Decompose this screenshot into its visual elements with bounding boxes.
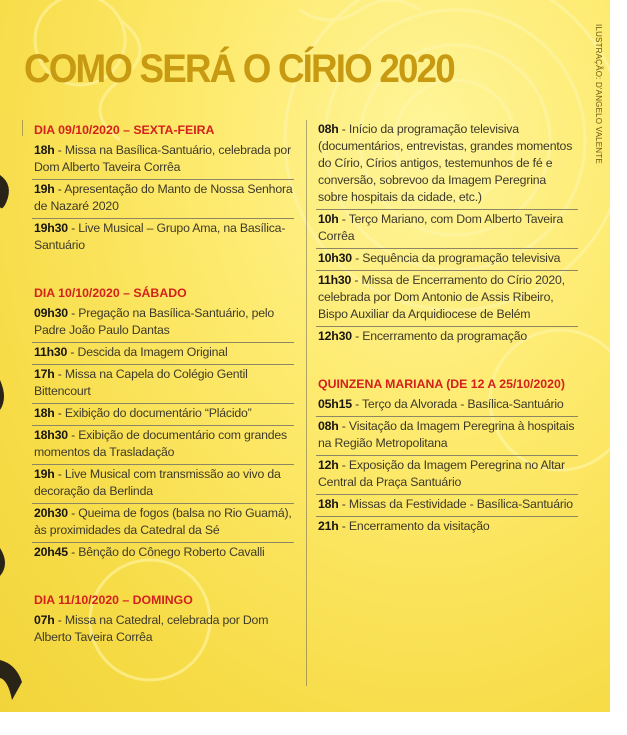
event-time: 12h <box>318 458 339 472</box>
event-text: Pregação na Basílica-Santuário, pelo Padre João Paulo Dantas <box>34 306 275 337</box>
schedule-item: 09h30 - Pregação na Basílica-Santuário, pelo Padre João Paulo Dantas <box>32 304 294 343</box>
event-text: Missas da Festividade - Basílica-Santuário <box>348 497 573 511</box>
event-text: Live Musical com transmissão ao vivo da decoração da Berlinda <box>34 467 281 498</box>
schedule-item: 18h30 - Exibição de documentário com grandes momentos da Trasladação <box>32 426 294 465</box>
event-time: 12h30 <box>318 329 352 343</box>
schedule-item: 05h15 - Terço da Alvorada - Basílica-Santuário <box>316 395 578 417</box>
event-time: 19h <box>34 182 55 196</box>
schedule-item: 11h30 - Missa de Encerramento do Círio 2020, celebrada por Dom Antonio de Assis Ribeiro, Bispo Auxiliar da Arquidiocese de Belém <box>316 271 578 327</box>
event-time: 17h <box>34 367 55 381</box>
page-title: COMO SERÁ O CÍRIO 2020 <box>24 47 454 91</box>
event-text: Exibição do documentário “Plácido” <box>64 406 252 420</box>
schedule-item: 18h - Exibição do documentário “Plácido” <box>32 404 294 426</box>
column-marker <box>22 120 23 136</box>
event-text: Queima de fogos (balsa no Rio Guamá), às proximidades da Catedral da Sé <box>34 506 292 537</box>
event-text: Exposição da Imagem Peregrina no Altar Central da Praça Santuário <box>318 458 565 489</box>
schedule-item: 18h - Missa na Basílica-Santuário, celebrada por Dom Alberto Taveira Corrêa <box>32 141 294 180</box>
event-time: 20h30 <box>34 506 68 520</box>
schedule-item: 12h - Exposição da Imagem Peregrina no Altar Central da Praça Santuário <box>316 456 578 495</box>
schedule-item: 20h45 - Bênção do Cônego Roberto Cavalli <box>34 545 265 559</box>
event-time: 18h <box>34 143 55 157</box>
schedule-item: 08h - Visitação da Imagem Peregrina à hospitais na Região Metropolitana <box>316 417 578 456</box>
event-time: 18h <box>318 497 339 511</box>
section-heading: DIA 11/10/2020 – DOMINGO <box>34 593 193 607</box>
event-text: Live Musical – Grupo Ama, na Basílica-Santuário <box>34 221 286 252</box>
event-time: 10h <box>318 212 339 226</box>
event-text: Encerramento da visitação <box>348 519 490 533</box>
event-time: 19h <box>34 467 55 481</box>
event-time: 07h <box>34 613 55 627</box>
event-time: 21h <box>318 519 339 533</box>
credit-text: ILUSTRAÇÃO: D'ANGELO VALENTE <box>594 24 603 164</box>
event-text: Missa na Catedral, celebrada por Dom Alberto Taveira Corrêa <box>34 613 269 644</box>
section-heading: QUINZENA MARIANA (DE 12 A 25/10/2020) <box>318 377 565 391</box>
schedule-item: 08h - Início da programação televisiva (documentários, entrevistas, grandes momentos do Círio, Círios antigos, testemunhos de fé e conversão, sobrevoo da Imagem Peregrina sobre hospitais da cidade, etc.) <box>316 120 578 210</box>
schedule-item: 07h - Missa na Catedral, celebrada por Dom Alberto Taveira Corrêa <box>34 613 269 644</box>
event-text: Descida da Imagem Original <box>77 345 228 359</box>
event-text: Bênção do Cônego Roberto Cavalli <box>78 545 265 559</box>
schedule-item: 10h - Terço Mariano, com Dom Alberto Taveira Corrêa <box>316 210 578 249</box>
event-time: 18h <box>34 406 55 420</box>
schedule-item: 10h30 - Sequência da programação televisiva <box>316 249 578 271</box>
schedule-item: 19h - Live Musical com transmissão ao vivo da decoração da Berlinda <box>32 465 294 504</box>
event-time: 08h <box>318 419 339 433</box>
schedule-item: 11h30 - Descida da Imagem Original <box>32 343 294 365</box>
right-column <box>316 120 578 538</box>
event-text: Exibição de documentário com grandes momentos da Trasladação <box>34 428 288 459</box>
event-time: 09h30 <box>34 306 68 320</box>
event-time: 19h30 <box>34 221 68 235</box>
section-heading: DIA 09/10/2020 – SEXTA-FEIRA <box>34 123 215 137</box>
column-divider <box>306 120 307 686</box>
event-time: 11h30 <box>34 345 68 359</box>
event-time: 05h15 <box>318 397 352 411</box>
left-column <box>32 120 294 649</box>
event-text: Encerramento da programação <box>362 329 528 343</box>
event-time: 08h <box>318 122 339 136</box>
schedule-item: 20h30 - Queima de fogos (balsa no Rio Guamá), às proximidades da Catedral da Sé <box>32 504 294 543</box>
schedule-item: 19h - Apresentação do Manto de Nossa Senhora de Nazaré 2020 <box>32 180 294 219</box>
event-time: 20h45 <box>34 545 68 559</box>
event-time: 11h30 <box>318 273 352 287</box>
event-time: 18h30 <box>34 428 68 442</box>
section-heading: DIA 10/10/2020 – SÁBADO <box>34 286 187 300</box>
event-text: Terço Mariano, com Dom Alberto Taveira Corrêa <box>318 212 563 243</box>
event-text: Missa de Encerramento do Círio 2020, celebrada por Dom Antonio de Assis Ribeiro, Bispo Auxiliar da Arquidiocese de Belém <box>318 273 565 321</box>
schedule-item: 12h30 - Encerramento da programação <box>318 329 528 343</box>
event-text: Apresentação do Manto de Nossa Senhora de Nazaré 2020 <box>34 182 293 213</box>
illustration-credit <box>592 24 606 164</box>
event-text: Missa na Capela do Colégio Gentil Bittencourt <box>34 367 248 398</box>
schedule-item: 21h - Encerramento da visitação <box>318 519 490 533</box>
schedule-item: 18h - Missas da Festividade - Basílica-Santuário <box>316 495 578 517</box>
schedule-item: 19h30 - Live Musical – Grupo Ama, na Basílica-Santuário <box>34 221 286 252</box>
event-text: Sequência da programação televisiva <box>362 251 561 265</box>
event-time: 10h30 <box>318 251 352 265</box>
event-text: Terço da Alvorada - Basílica-Santuário <box>361 397 564 411</box>
schedule-item: 17h - Missa na Capela do Colégio Gentil Bittencourt <box>32 365 294 404</box>
event-text: Missa na Basílica-Santuário, celebrada por Dom Alberto Taveira Corrêa <box>34 143 291 174</box>
event-text: Início da programação televisiva (documentários, entrevistas, grandes momentos do Círio, Círios antigos, testemunhos de fé e conversão, sobrevoo da Imagem Peregrina sobre hospitais da cidade, etc.) <box>318 122 573 204</box>
event-text: Visitação da Imagem Peregrina à hospitais na Região Metropolitana <box>318 419 575 450</box>
